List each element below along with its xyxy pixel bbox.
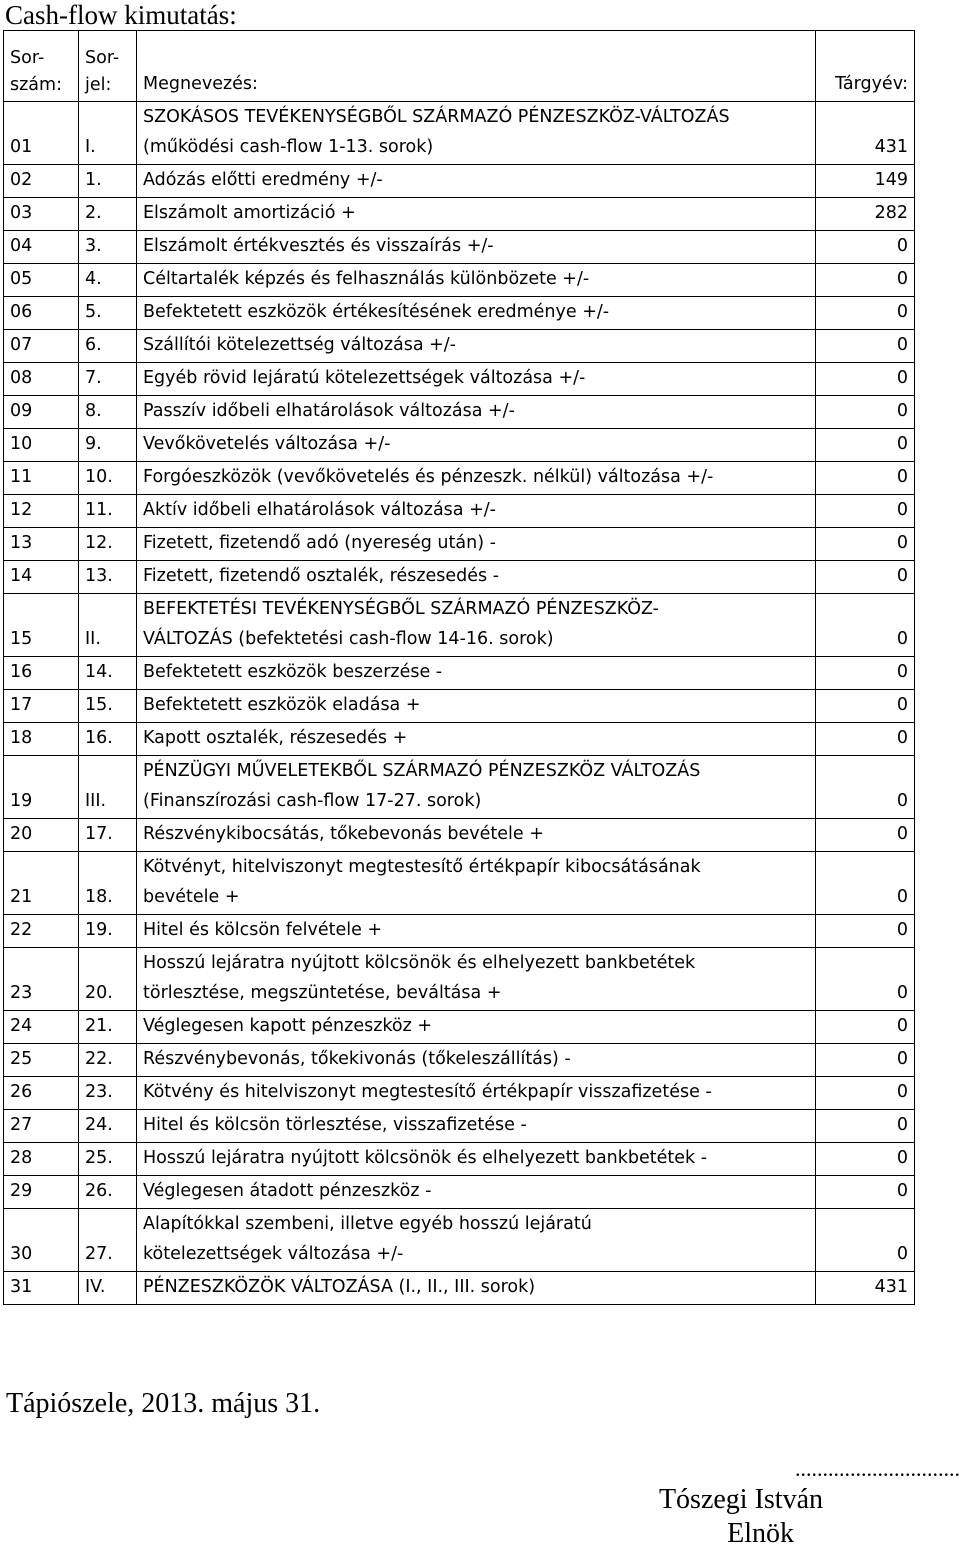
row-number: 08 bbox=[4, 363, 79, 396]
row-value: 0 bbox=[816, 852, 915, 915]
row-value: 431 bbox=[816, 1272, 915, 1305]
row-name-text: Véglegesen átadott pénzeszköz - bbox=[143, 1181, 432, 1201]
row-code: 22. bbox=[79, 1044, 137, 1077]
row-name bbox=[137, 1044, 816, 1077]
row-number: 26 bbox=[4, 1077, 79, 1110]
row-name bbox=[137, 819, 816, 852]
row-number: 22 bbox=[4, 915, 79, 948]
row-name-text: Egyéb rövid lejáratú kötelezettségek változása +/- bbox=[143, 368, 586, 388]
row-name-text: Hosszú lejáratra nyújtott kölcsönök és elhelyezett bankbetétek törlesztése, megszüntetése, beváltása + bbox=[143, 953, 696, 1003]
row-value: 0 bbox=[816, 1110, 915, 1143]
row-value: 0 bbox=[816, 231, 915, 264]
row-name-text: Aktív időbeli elhatárolások változása +/- bbox=[143, 500, 496, 520]
table-row bbox=[4, 723, 915, 756]
row-name bbox=[137, 297, 816, 330]
row-name bbox=[137, 102, 816, 165]
table-row bbox=[4, 1011, 915, 1044]
row-code: 2. bbox=[79, 198, 137, 231]
row-number: 01 bbox=[4, 102, 79, 165]
row-name-text: Részvénybevonás, tőkekivonás (tőkeleszállítás) - bbox=[143, 1049, 571, 1069]
row-value: 0 bbox=[816, 495, 915, 528]
row-number: 05 bbox=[4, 264, 79, 297]
row-name-text: Vevőkövetelés változása +/- bbox=[143, 434, 391, 454]
row-number: 23 bbox=[4, 948, 79, 1011]
header-targyev: Tárgyév: bbox=[816, 31, 915, 102]
place-date: Tápiószele, 2013. május 31. bbox=[6, 1388, 321, 1419]
row-name bbox=[137, 1011, 816, 1044]
row-number: 29 bbox=[4, 1176, 79, 1209]
row-name-text: Elszámolt amortizáció + bbox=[143, 203, 356, 223]
row-code: 17. bbox=[79, 819, 137, 852]
row-number: 15 bbox=[4, 594, 79, 657]
row-name bbox=[137, 756, 816, 819]
row-value: 0 bbox=[816, 1011, 915, 1044]
row-value: 0 bbox=[816, 363, 915, 396]
row-name bbox=[137, 690, 816, 723]
row-value: 0 bbox=[816, 429, 915, 462]
table-row bbox=[4, 1176, 915, 1209]
row-name bbox=[137, 657, 816, 690]
table-row bbox=[4, 363, 915, 396]
row-number: 30 bbox=[4, 1209, 79, 1272]
row-number: 18 bbox=[4, 723, 79, 756]
row-number: 03 bbox=[4, 198, 79, 231]
row-number: 20 bbox=[4, 819, 79, 852]
row-name-text: Véglegesen kapott pénzeszköz + bbox=[143, 1016, 433, 1036]
row-code: 27. bbox=[79, 1209, 137, 1272]
row-value: 0 bbox=[816, 819, 915, 852]
row-code: 14. bbox=[79, 657, 137, 690]
row-name-text: Hitel és kölcsön felvétele + bbox=[143, 920, 383, 940]
row-name bbox=[137, 462, 816, 495]
row-value: 0 bbox=[816, 264, 915, 297]
row-name-text: Részvénykibocsátás, tőkebevonás bevétele + bbox=[143, 824, 544, 844]
table-row bbox=[4, 528, 915, 561]
table-row bbox=[4, 561, 915, 594]
row-name-text: PÉNZÜGYI MŰVELETEKBŐL SZÁRMAZÓ PÉNZESZKÖZ VÁLTOZÁS (Finanszírozási cash-flow 17-27. sorok) bbox=[143, 761, 701, 811]
row-name-text: BEFEKTETÉSI TEVÉKENYSÉGBŐL SZÁRMAZÓ PÉNZESZKÖZ- VÁLTOZÁS (befektetési cash-flow 14-16. sorok) bbox=[143, 599, 659, 649]
row-name bbox=[137, 429, 816, 462]
row-value: 149 bbox=[816, 165, 915, 198]
row-value: 0 bbox=[816, 915, 915, 948]
row-name bbox=[137, 852, 816, 915]
table-body bbox=[4, 102, 915, 1305]
table-row bbox=[4, 264, 915, 297]
row-name-text: Kötvény és hitelviszonyt megtestesítő értékpapír visszafizetése - bbox=[143, 1082, 712, 1102]
row-name-text: Forgóeszközök (vevőkövetelés és pénzeszk. nélkül) változása +/- bbox=[143, 467, 714, 487]
row-name bbox=[137, 165, 816, 198]
row-value: 0 bbox=[816, 948, 915, 1011]
table-row bbox=[4, 819, 915, 852]
row-code: II. bbox=[79, 594, 137, 657]
table-row bbox=[4, 495, 915, 528]
row-number: 31 bbox=[4, 1272, 79, 1305]
row-name-text: Fizetett, fizetendő osztalék, részesedés - bbox=[143, 566, 500, 586]
row-name bbox=[137, 1143, 816, 1176]
row-code: 25. bbox=[79, 1143, 137, 1176]
table-row bbox=[4, 915, 915, 948]
row-name-text: Elszámolt értékvesztés és visszaírás +/- bbox=[143, 236, 494, 256]
row-value: 0 bbox=[816, 1077, 915, 1110]
row-code: 20. bbox=[79, 948, 137, 1011]
table-row bbox=[4, 1143, 915, 1176]
row-code: 8. bbox=[79, 396, 137, 429]
row-code: 4. bbox=[79, 264, 137, 297]
row-value: 0 bbox=[816, 690, 915, 723]
row-code: 9. bbox=[79, 429, 137, 462]
row-code: 7. bbox=[79, 363, 137, 396]
cash-flow-table bbox=[3, 30, 915, 1305]
row-value: 0 bbox=[816, 330, 915, 363]
table-row bbox=[4, 297, 915, 330]
table-row bbox=[4, 852, 915, 915]
row-number: 02 bbox=[4, 165, 79, 198]
row-name-text: Befektetett eszközök eladása + bbox=[143, 695, 421, 715]
row-name-text: Alapítókkal szembeni, illetve egyéb hosszú lejáratú kötelezettségek változása +/- bbox=[143, 1214, 592, 1264]
row-code: 10. bbox=[79, 462, 137, 495]
row-value: 0 bbox=[816, 657, 915, 690]
row-name bbox=[137, 948, 816, 1011]
row-name-text: Szállítói kötelezettség változása +/- bbox=[143, 335, 457, 355]
row-code: 15. bbox=[79, 690, 137, 723]
table-row bbox=[4, 462, 915, 495]
row-code: 21. bbox=[79, 1011, 137, 1044]
row-code: I. bbox=[79, 102, 137, 165]
row-value: 0 bbox=[816, 1209, 915, 1272]
row-number: 27 bbox=[4, 1110, 79, 1143]
row-code: 24. bbox=[79, 1110, 137, 1143]
row-number: 10 bbox=[4, 429, 79, 462]
row-code: 16. bbox=[79, 723, 137, 756]
table-row bbox=[4, 231, 915, 264]
row-value: 0 bbox=[816, 297, 915, 330]
table-row bbox=[4, 756, 915, 819]
row-name bbox=[137, 363, 816, 396]
signer-name: Tószegi István bbox=[658, 1484, 823, 1515]
row-number: 09 bbox=[4, 396, 79, 429]
header-megnevezes: Megnevezés: bbox=[137, 31, 816, 102]
row-number: 14 bbox=[4, 561, 79, 594]
row-value: 0 bbox=[816, 561, 915, 594]
row-code: 3. bbox=[79, 231, 137, 264]
row-code: 5. bbox=[79, 297, 137, 330]
table-row bbox=[4, 690, 915, 723]
row-code: 6. bbox=[79, 330, 137, 363]
table-row bbox=[4, 165, 915, 198]
header-sorjel: Sor- jel: bbox=[79, 31, 137, 102]
row-name bbox=[137, 594, 816, 657]
row-value: 0 bbox=[816, 723, 915, 756]
row-number: 17 bbox=[4, 690, 79, 723]
row-name-text: Hosszú lejáratra nyújtott kölcsönök és elhelyezett bankbetétek - bbox=[143, 1148, 708, 1168]
row-name-text: SZOKÁSOS TEVÉKENYSÉGBŐL SZÁRMAZÓ PÉNZESZKÖZ-VÁLTOZÁS (működési cash-flow 1-13. sorok) bbox=[143, 107, 730, 157]
row-code: 11. bbox=[79, 495, 137, 528]
row-code: 19. bbox=[79, 915, 137, 948]
row-name bbox=[137, 1209, 816, 1272]
row-code: 12. bbox=[79, 528, 137, 561]
table-row bbox=[4, 330, 915, 363]
row-number: 28 bbox=[4, 1143, 79, 1176]
row-value: 282 bbox=[816, 198, 915, 231]
table-row bbox=[4, 594, 915, 657]
row-name bbox=[137, 264, 816, 297]
row-number: 04 bbox=[4, 231, 79, 264]
row-name-text: Fizetett, fizetendő adó (nyereség után) - bbox=[143, 533, 496, 553]
row-value: 0 bbox=[816, 1176, 915, 1209]
row-name bbox=[137, 231, 816, 264]
row-name bbox=[137, 528, 816, 561]
row-value: 0 bbox=[816, 528, 915, 561]
row-name bbox=[137, 561, 816, 594]
row-name bbox=[137, 330, 816, 363]
row-number: 24 bbox=[4, 1011, 79, 1044]
row-name-text: Befektetett eszközök beszerzése - bbox=[143, 662, 443, 682]
table-row bbox=[4, 102, 915, 165]
row-name bbox=[137, 396, 816, 429]
row-value: 0 bbox=[816, 1044, 915, 1077]
row-name bbox=[137, 915, 816, 948]
table-row bbox=[4, 948, 915, 1011]
row-number: 19 bbox=[4, 756, 79, 819]
row-name-text: Kötvényt, hitelviszonyt megtestesítő értékpapír kibocsátásának bevétele + bbox=[143, 857, 701, 907]
row-number: 07 bbox=[4, 330, 79, 363]
table-row bbox=[4, 1209, 915, 1272]
row-value: 0 bbox=[816, 1143, 915, 1176]
table-row bbox=[4, 198, 915, 231]
row-number: 25 bbox=[4, 1044, 79, 1077]
row-name bbox=[137, 1077, 816, 1110]
row-number: 13 bbox=[4, 528, 79, 561]
table-row bbox=[4, 1272, 915, 1305]
row-number: 06 bbox=[4, 297, 79, 330]
page-title: Cash-flow kimutatás: bbox=[5, 0, 237, 30]
header-sorszam: Sor- szám: bbox=[4, 31, 79, 102]
row-name bbox=[137, 495, 816, 528]
table-row bbox=[4, 1077, 915, 1110]
table-row bbox=[4, 1110, 915, 1143]
row-code: IV. bbox=[79, 1272, 137, 1305]
row-code: III. bbox=[79, 756, 137, 819]
row-value: 0 bbox=[816, 594, 915, 657]
row-name bbox=[137, 1110, 816, 1143]
row-value: 0 bbox=[816, 756, 915, 819]
row-name-text: Kapott osztalék, részesedés + bbox=[143, 728, 408, 748]
row-name-text: PÉNZESZKÖZÖK VÁLTOZÁSA (I., II., III. sorok) bbox=[143, 1277, 536, 1297]
row-code: 26. bbox=[79, 1176, 137, 1209]
row-code: 1. bbox=[79, 165, 137, 198]
row-number: 11 bbox=[4, 462, 79, 495]
row-value: 0 bbox=[816, 462, 915, 495]
row-name bbox=[137, 723, 816, 756]
row-name bbox=[137, 1176, 816, 1209]
row-number: 21 bbox=[4, 852, 79, 915]
row-code: 18. bbox=[79, 852, 137, 915]
row-name-text: Adózás előtti eredmény +/- bbox=[143, 170, 383, 190]
table-row bbox=[4, 396, 915, 429]
row-value: 431 bbox=[816, 102, 915, 165]
row-name-text: Befektetett eszközök értékesítésének eredménye +/- bbox=[143, 302, 610, 322]
row-name-text: Céltartalék képzés és felhasználás különbözete +/- bbox=[143, 269, 590, 289]
row-name bbox=[137, 1272, 816, 1305]
signer-role: Elnök bbox=[727, 1518, 794, 1549]
table-header-row bbox=[4, 31, 915, 102]
table-row bbox=[4, 1044, 915, 1077]
row-name bbox=[137, 198, 816, 231]
row-name-text: Hitel és kölcsön törlesztése, visszafizetése - bbox=[143, 1115, 527, 1135]
row-value: 0 bbox=[816, 396, 915, 429]
row-name-text: Passzív időbeli elhatárolások változása +/- bbox=[143, 401, 515, 421]
row-code: 23. bbox=[79, 1077, 137, 1110]
row-number: 12 bbox=[4, 495, 79, 528]
row-number: 16 bbox=[4, 657, 79, 690]
row-code: 13. bbox=[79, 561, 137, 594]
signature-line: .............................. bbox=[795, 1456, 960, 1481]
table-row bbox=[4, 657, 915, 690]
table-row bbox=[4, 429, 915, 462]
